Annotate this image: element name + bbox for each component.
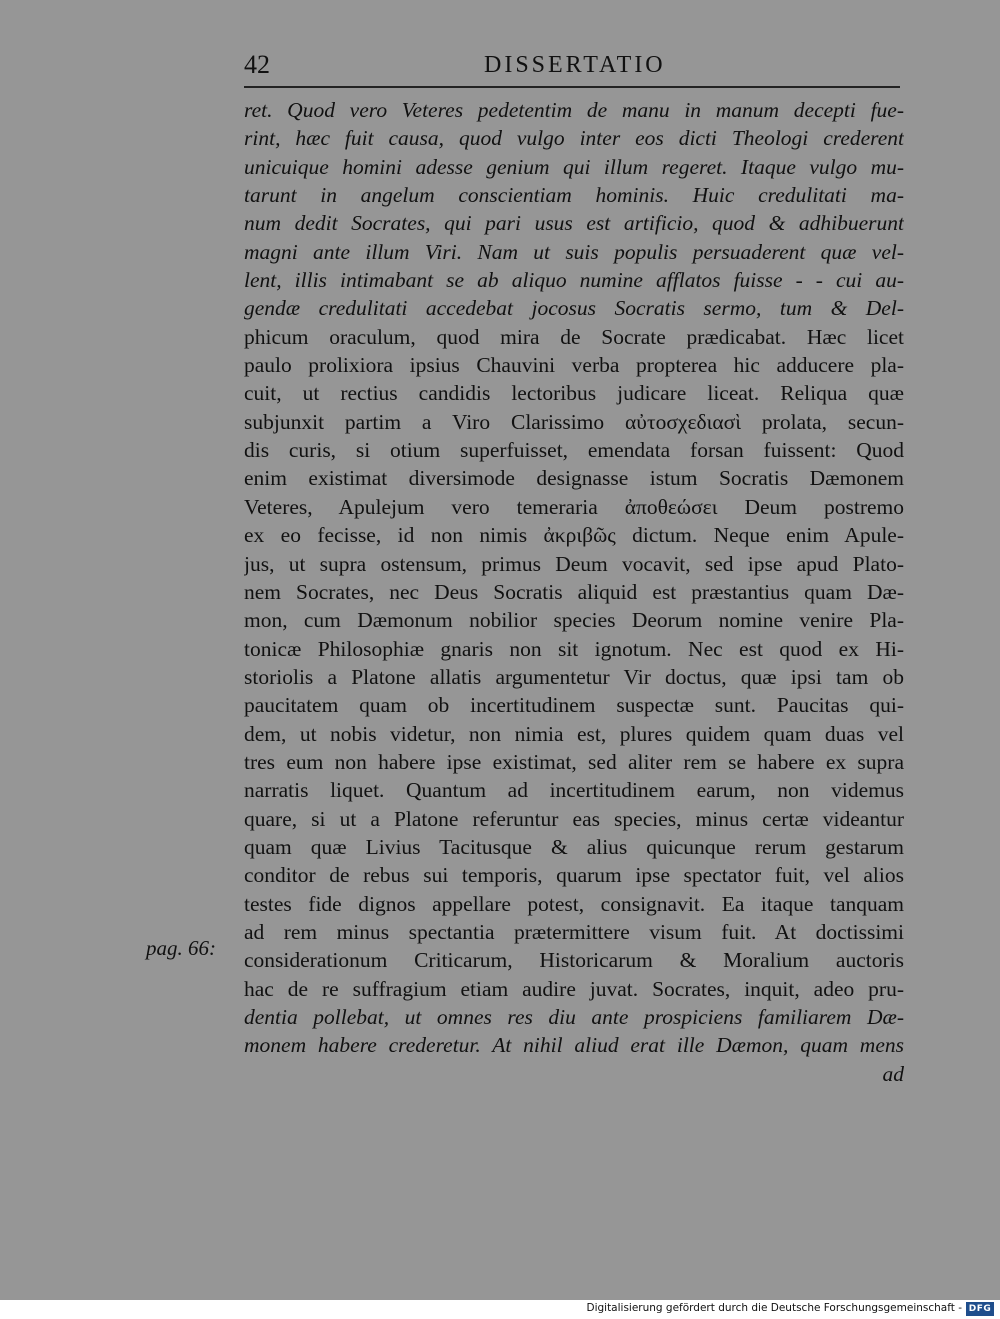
- header-rule: [244, 86, 900, 88]
- text-line: hac de re suffragium etiam audire juvat. Socrates, inquit, adeo pru-: [244, 976, 904, 1001]
- text-line: quam quæ Livius Tacitusque & alius quicunque rerum gestarum: [244, 834, 904, 859]
- text-line: ex eo fecisse, id non nimis ἀκριβῶς dictum. Neque enim Apule-: [244, 523, 904, 548]
- text-line: ret. Quod vero Veteres pedetentim de manu in manum decepti fue-: [244, 98, 904, 122]
- text-line: testes fide dignos appellare potest, consignavit. Ea itaque tanquam: [244, 891, 904, 916]
- text-line: conditor de rebus sui temporis, quarum ipse spectator fuit, vel alios: [244, 863, 904, 888]
- footer-bar: [0, 1300, 1000, 1319]
- text-line: dis curis, si otium superfuisset, emendata forsan fuissent: Quod: [244, 438, 904, 463]
- text-line: gendæ credulitati accedebat jocosus Socratis sermo, tum & Del-: [244, 296, 904, 321]
- text-line: ad rem minus spectantia prætermittere visum fuit. At doctissimi: [244, 919, 904, 944]
- text-line: monem habere crederetur. At nihil aliud erat ille Dæmon, quam mens: [244, 1033, 904, 1058]
- margin-note: pag. 66:: [146, 936, 216, 960]
- running-title: DISSERTATIO: [484, 52, 666, 78]
- text-line: paulo prolixiora ipsius Chauvini verba propterea hic adducere pla-: [244, 353, 904, 378]
- text-line: rint, hæc fuit causa, quod vulgo inter eos dicti Theologi crederent: [244, 126, 904, 151]
- text-line: mon, cum Dæmonum nobilior species Deorum nomine venire Pla-: [244, 608, 904, 633]
- text-line: tonicæ Philosophiæ gnaris non sit ignotum. Nec est quod ex Hi-: [244, 636, 904, 661]
- text-line: dentia pollebat, ut omnes res diu ante prospiciens familiarem Dæ-: [244, 1005, 904, 1029]
- text-line: narratis liquet. Quantum ad incertitudinem earum, non videmus: [244, 778, 904, 803]
- text-line: ad: [882, 1061, 904, 1086]
- text-line: num dedit Socrates, qui pari usus est artificio, quod & adhibuerunt: [244, 211, 904, 236]
- text-line: quare, si ut a Platone referuntur eas species, minus certæ videantur: [244, 806, 904, 831]
- text-line: tarunt in angelum conscientiam hominis. Huic credulitati ma-: [244, 183, 904, 208]
- text-line: nem Socrates, nec Deus Socratis aliquid est præstantius quam Dæ-: [244, 579, 904, 604]
- text-line: magni ante illum Viri. Nam ut suis populis persuaderent quæ vel-: [244, 239, 904, 264]
- text-line: phicum oraculum, quod mira de Socrate prædicabat. Hæc licet: [244, 324, 904, 349]
- page-number: 42: [244, 50, 270, 79]
- text-line: cuit, ut rectius candidis lectoribus judicare liceat. Reliqua quæ: [244, 381, 904, 406]
- funding-note: Digitalisierung gefördert durch die Deutsche Forschungsgemeinschaft -: [586, 1302, 962, 1314]
- text-line: dem, ut nobis videtur, non nimia est, plures quidem quam duas vel: [244, 721, 904, 746]
- dfg-logo: DFG: [966, 1302, 994, 1316]
- text-line: unicuique homini adesse genium qui illum regeret. Itaque vulgo mu-: [244, 154, 904, 179]
- text-line: subjunxit partim a Viro Clarissimo αὐτοσχεδιασὶ prolata, secun-: [244, 409, 904, 434]
- text-line: tres eum non habere ipse existimat, sed aliter rem se habere ex supra: [244, 749, 904, 774]
- text-line: Veteres, Apulejum vero temeraria ἀποθεώσει Deum postremo: [244, 494, 904, 519]
- text-line: considerationum Criticarum, Historicarum & Moralium auctoris: [244, 948, 904, 973]
- text-line: storiolis a Platone allatis argumentetur Vir doctus, quæ ipsi tam ob: [244, 664, 904, 689]
- text-line: paucitatem quam ob incertitudinem suspectæ sunt. Paucitas qui-: [244, 693, 904, 718]
- text-line: lent, illis intimabant se ab aliquo numine afflatos fuisse - - cui au-: [244, 268, 904, 293]
- page-header: [244, 50, 904, 86]
- text-line: enim existimat diversimode designasse istum Socratis Dæmonem: [244, 466, 904, 491]
- text-line: jus, ut supra ostensum, primus Deum vocavit, sed ipse apud Plato-: [244, 551, 904, 576]
- body-text: [244, 96, 904, 1088]
